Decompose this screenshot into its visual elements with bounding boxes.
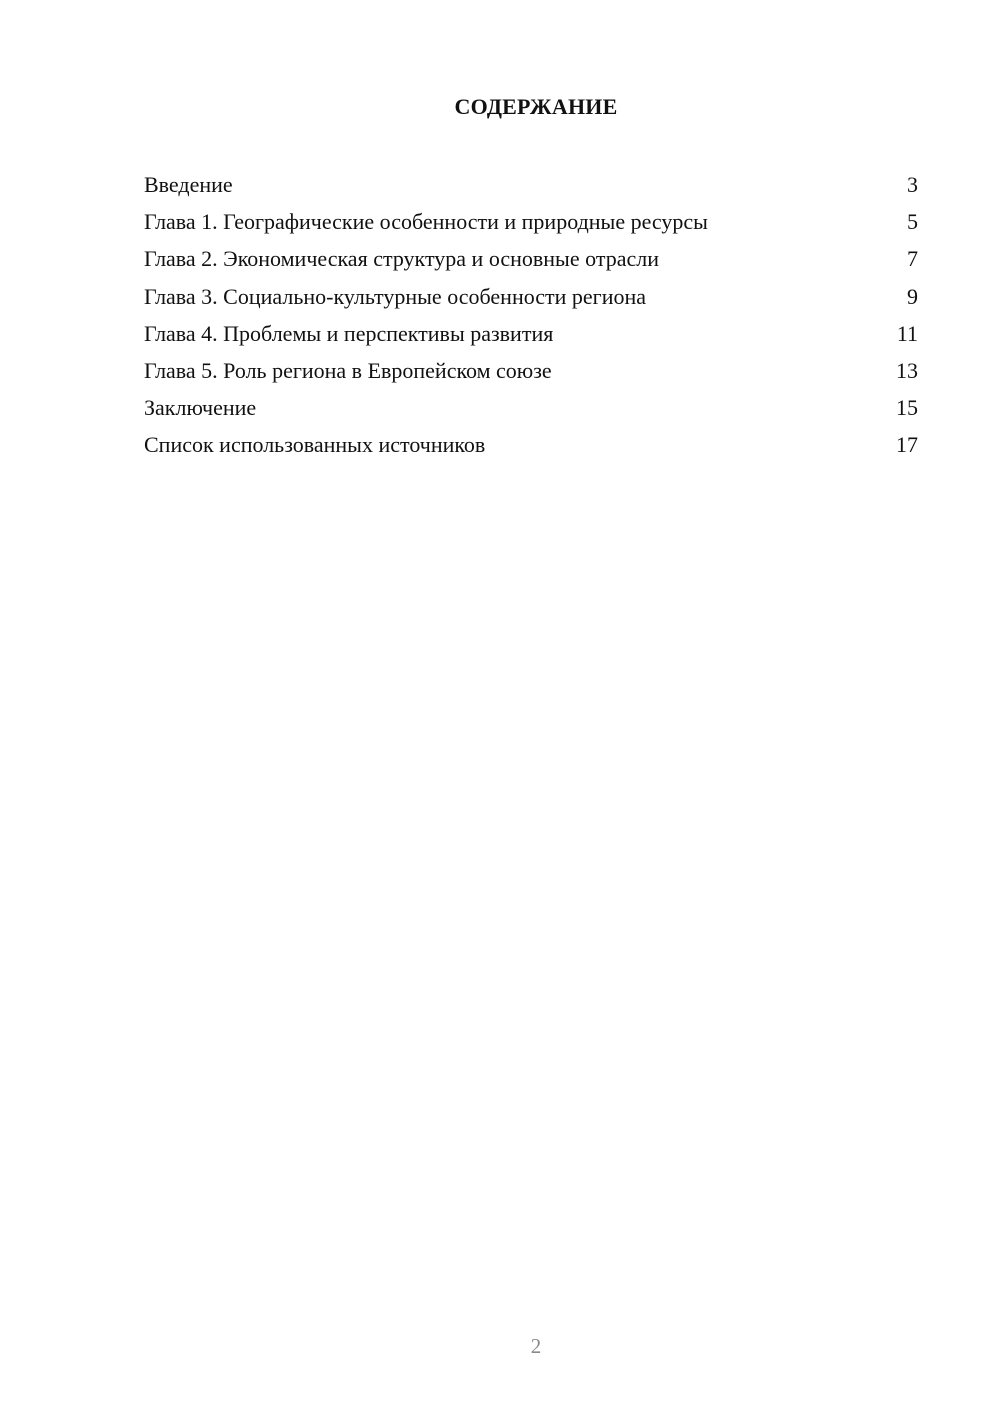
toc-entry-title: Глава 1. Географические особенности и природные ресурсы: [144, 209, 708, 235]
toc-entry-title: Глава 2. Экономическая структура и основные отрасли: [144, 246, 659, 272]
page-number: 2: [530, 1334, 542, 1358]
toc-entry-page: 11: [896, 320, 918, 346]
table-of-contents: [144, 170, 918, 468]
toc-entry-chapter-5: [144, 356, 918, 393]
toc-entry-page: 3: [907, 172, 918, 197]
toc-entry-page: 17: [896, 432, 918, 458]
toc-entry-title: Введение: [144, 172, 233, 197]
toc-entry-chapter-1: [144, 207, 918, 244]
toc-entry-page: 5: [907, 209, 918, 235]
toc-entry-references: [144, 430, 918, 467]
page-title: СОДЕРЖАНИЕ: [454, 94, 618, 119]
toc-entry-title: Список использованных источников: [144, 432, 486, 458]
toc-entry-page: 15: [896, 395, 918, 421]
toc-entry-page: 13: [896, 357, 918, 383]
toc-entry-title: Глава 3. Социально-культурные особенности региона: [144, 283, 647, 309]
toc-entry-conclusion: [144, 393, 918, 430]
toc-entry-title: Глава 5. Роль региона в Европейском союзе: [144, 357, 552, 383]
toc-entry-chapter-3: [144, 282, 918, 319]
toc-entry-title: Глава 4. Проблемы и перспективы развития: [144, 320, 554, 346]
toc-entry-introduction: [144, 170, 918, 207]
toc-entry-chapter-2: [144, 244, 918, 281]
toc-entry-chapter-4: [144, 319, 918, 356]
toc-entry-page: 7: [907, 246, 918, 272]
toc-entry-title: Заключение: [144, 395, 257, 421]
toc-entry-page: 9: [907, 283, 918, 309]
